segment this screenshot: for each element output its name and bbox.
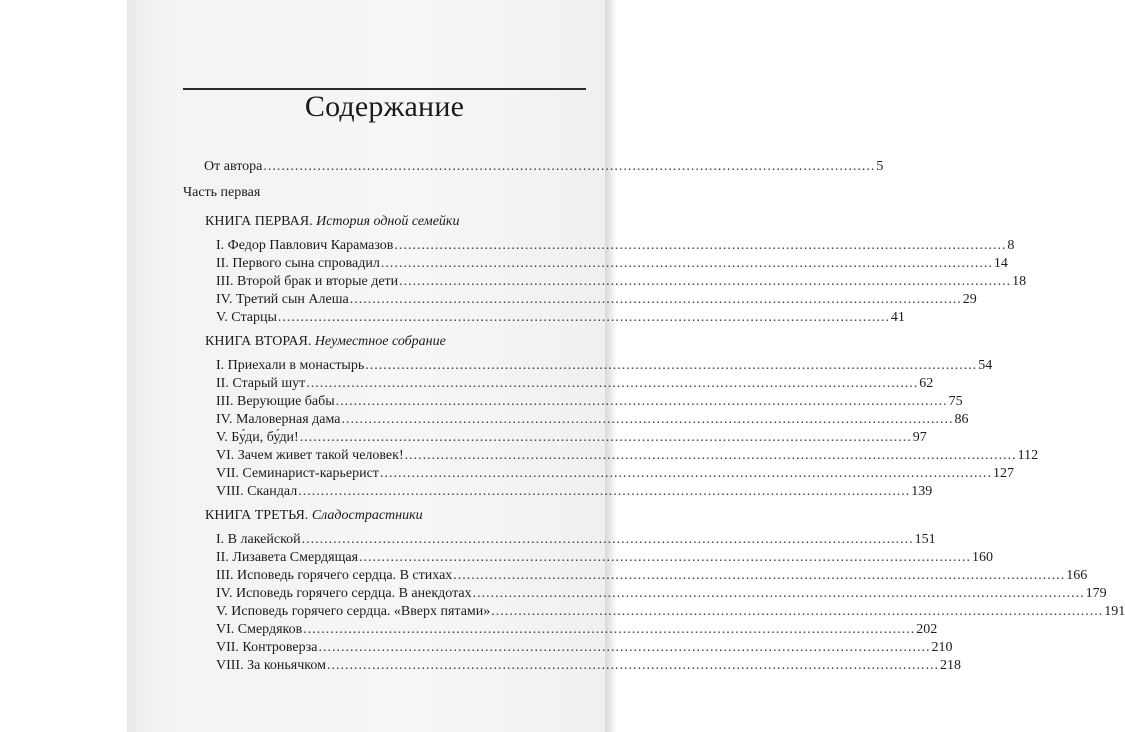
dot-leader: ........................................................................................................................................	[306, 376, 919, 391]
toc-entry[interactable]	[216, 447, 1039, 465]
dot-leader: ........................................................................................................................................	[380, 256, 993, 271]
dot-leader: ........................................................................................................................................	[404, 448, 1017, 463]
toc-entry-page: 202	[916, 622, 938, 637]
dot-leader: ........................................................................................................................................	[299, 430, 912, 445]
toc-entry-page: 191	[1104, 604, 1125, 619]
toc-entry[interactable]	[216, 657, 961, 675]
book-label: КНИГА ПЕРВАЯ.	[205, 214, 313, 229]
toc-entry-label: I. Приехали в монастырь	[216, 358, 365, 373]
dot-leader: ........................................................................................................................................	[301, 532, 914, 547]
toc-entry-page: 5	[876, 159, 884, 174]
toc-entry[interactable]	[216, 603, 1125, 621]
book-subtitle: Сладострастники	[311, 508, 423, 523]
book-label: КНИГА ВТОРАЯ.	[205, 334, 312, 349]
toc-entry-page: 14	[993, 256, 1008, 271]
toc-entry-page: 127	[992, 466, 1014, 481]
dot-leader: ........................................................................................................................................	[335, 394, 948, 409]
toc-entry[interactable]	[216, 411, 969, 429]
toc-entry-label: V. Бу́ди, бу́ди!	[216, 430, 299, 445]
dot-leader: ........................................................................................................................................	[298, 484, 911, 499]
toc-entry-page: 160	[972, 550, 994, 565]
toc-entry[interactable]	[216, 465, 1014, 483]
dot-leader: ........................................................................................................................................	[318, 640, 931, 655]
toc-entry-label: V. Старцы	[216, 310, 277, 325]
toc-entry-label: IV. Исповедь горячего сердца. В анекдотах	[216, 586, 472, 601]
toc-entry[interactable]	[216, 273, 1027, 291]
dot-leader: ........................................................................................................................................	[341, 412, 954, 427]
toc-entry[interactable]	[216, 567, 1088, 585]
toc-entry-page: 86	[954, 412, 969, 427]
toc-entry-page: 41	[890, 310, 905, 325]
toc-entry-page: 8	[1007, 238, 1015, 253]
toc-entry-label: III. Верующие бабы	[216, 394, 335, 409]
toc-entry-label: I. Федор Павлович Карамазов	[216, 238, 394, 253]
toc-entry-intro[interactable]	[204, 158, 884, 176]
toc-entry-page: 18	[1012, 274, 1027, 289]
dot-leader: ........................................................................................................................................	[359, 550, 972, 565]
toc-entry-page: 75	[948, 394, 963, 409]
toc-entry-label: IV. Маловерная дама	[216, 412, 341, 427]
dot-leader: ........................................................................................................................................	[349, 292, 962, 307]
toc-entry-label: II. Первого сына спровадил	[216, 256, 380, 271]
dot-leader: ........................................................................................................................................	[472, 586, 1085, 601]
dot-leader: ........................................................................................................................................	[394, 238, 1007, 253]
toc-entry[interactable]	[216, 375, 934, 393]
toc-entry-label: III. Исповедь горячего сердца. В стихах	[216, 568, 453, 583]
dot-leader: ........................................................................................................................................	[491, 604, 1104, 619]
toc-entry-label: VI. Смердяков	[216, 622, 303, 637]
book-heading	[205, 213, 459, 231]
part-heading: Часть первая	[183, 185, 261, 200]
toc-entry-label: От автора	[204, 159, 263, 174]
dot-leader: ........................................................................................................................................	[365, 358, 978, 373]
toc-entry[interactable]	[216, 483, 933, 501]
toc-entry-page: 210	[931, 640, 953, 655]
book-heading	[205, 333, 446, 351]
toc-entry-page: 112	[1017, 448, 1039, 463]
dot-leader: ........................................................................................................................................	[379, 466, 992, 481]
book-label: КНИГА ТРЕТЬЯ.	[205, 508, 309, 523]
toc-entry-label: I. В лакейской	[216, 532, 301, 547]
toc-entry-page: 179	[1085, 586, 1107, 601]
toc-entry-page: 166	[1066, 568, 1088, 583]
toc-entry[interactable]	[216, 309, 905, 327]
toc-entry[interactable]	[216, 291, 977, 309]
toc-entry-page: 151	[914, 532, 936, 547]
toc-entry[interactable]	[216, 429, 927, 447]
toc-entry-label: VIII. Скандал	[216, 484, 298, 499]
toc-entry-label: VII. Контроверза	[216, 640, 318, 655]
toc-entry[interactable]	[216, 357, 993, 375]
toc-entry-label: V. Исповедь горячего сердца. «Вверх пятами»	[216, 604, 491, 619]
dot-leader: ........................................................................................................................................	[326, 658, 939, 673]
dot-leader: ........................................................................................................................................	[263, 159, 876, 174]
toc-entry[interactable]	[216, 393, 963, 411]
toc-entry-label: II. Старый шут	[216, 376, 306, 391]
toc-entry-page: 97	[912, 430, 927, 445]
toc-entry-label: II. Лизавета Смердящая	[216, 550, 359, 565]
toc-entry-label: VII. Семинарист-карьерист	[216, 466, 379, 481]
page-title: Содержание	[304, 90, 465, 123]
dot-leader: ........................................................................................................................................	[399, 274, 1012, 289]
book-subtitle: Неуместное собрание	[314, 334, 446, 349]
dot-leader: ........................................................................................................................................	[303, 622, 916, 637]
dot-leader: ........................................................................................................................................	[453, 568, 1066, 583]
toc-entry[interactable]	[216, 237, 1015, 255]
toc-entry-page: 54	[978, 358, 993, 373]
toc-entry-page: 62	[919, 376, 934, 391]
toc-entry[interactable]	[216, 255, 1008, 273]
toc-entry[interactable]	[216, 531, 936, 549]
toc-entry[interactable]	[216, 621, 938, 639]
toc-entry-page: 218	[939, 658, 961, 673]
toc-entry-label: VI. Зачем живет такой человек!	[216, 448, 404, 463]
toc-entry-page: 29	[962, 292, 977, 307]
toc-entry-label: IV. Третий сын Алеша	[216, 292, 349, 307]
toc-entry[interactable]	[216, 549, 994, 567]
dot-leader: ........................................................................................................................................	[277, 310, 890, 325]
toc-entry-label: III. Второй брак и вторые дети	[216, 274, 399, 289]
toc-entry-page: 139	[911, 484, 933, 499]
book-heading	[205, 507, 423, 525]
toc-entry[interactable]	[216, 639, 953, 657]
book-subtitle: История одной семейки	[316, 214, 460, 229]
toc-entry-label: VIII. За коньячком	[216, 658, 326, 673]
toc-entry[interactable]	[216, 585, 1107, 603]
